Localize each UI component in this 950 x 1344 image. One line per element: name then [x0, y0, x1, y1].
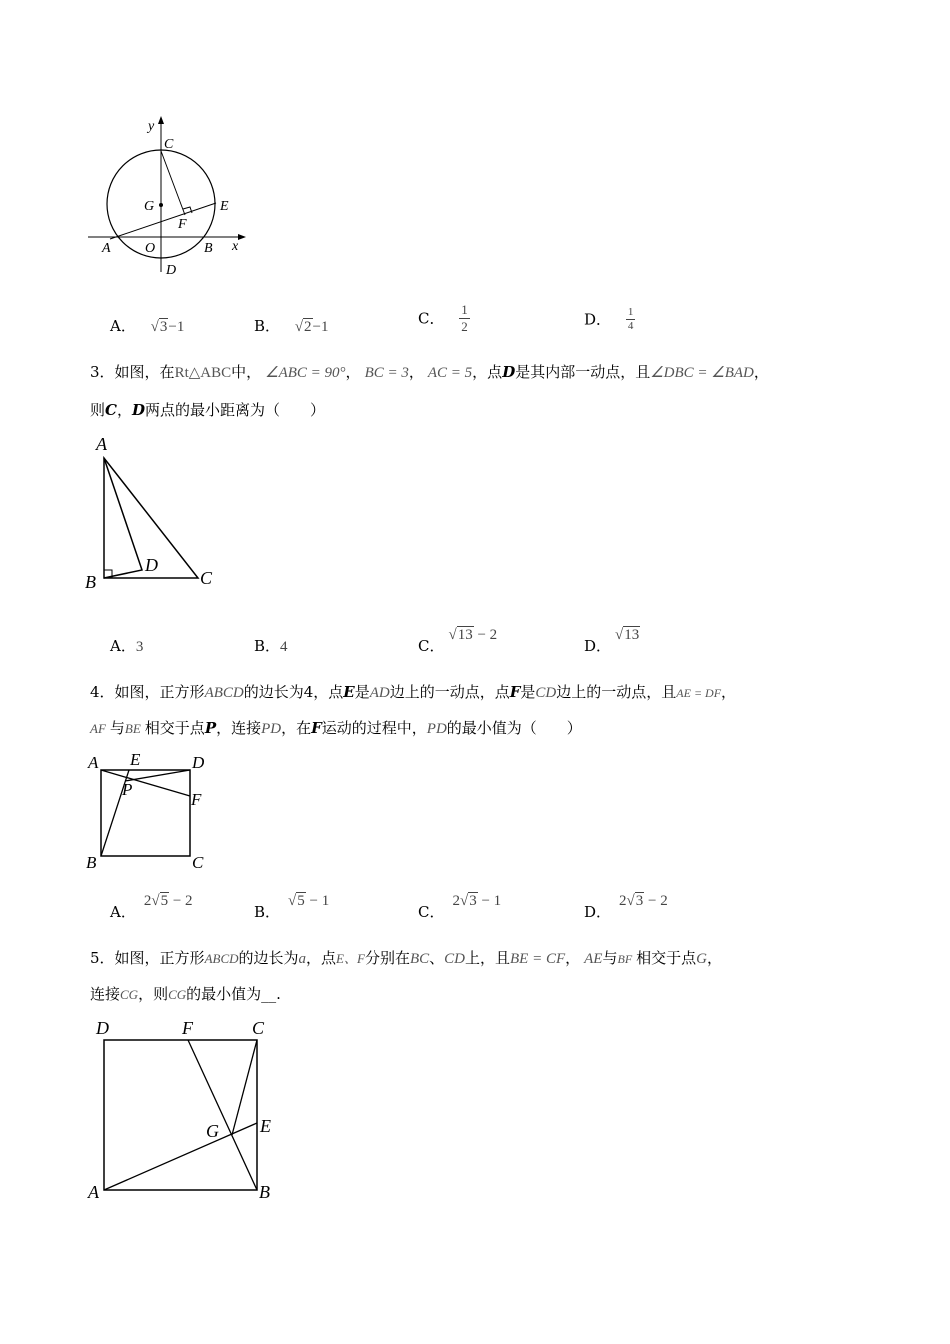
math-abcd: ABCD [204, 685, 244, 701]
x-axis-arrow [238, 234, 246, 240]
label-e: E [260, 1116, 271, 1136]
question-number: 5． [90, 949, 115, 967]
question-number: 4． [90, 683, 115, 701]
square-abcd [104, 1040, 257, 1190]
label-b: B [85, 572, 96, 592]
y-axis-arrow [158, 116, 164, 124]
q2-option-b: B． √2−1 [254, 317, 329, 335]
text: 如图，正方形 [114, 683, 205, 701]
math-rt-triangle: Rt△ABC [174, 365, 232, 381]
text: ，则 [138, 985, 169, 1003]
option-radicand: 2 [304, 319, 312, 335]
text: 两点的最小距离为（ ） [145, 401, 326, 419]
var-f: F [509, 683, 521, 701]
option-letter: A． [110, 317, 136, 335]
q2-option-a: A． √3−1 [110, 317, 185, 335]
math-ac: AC = 5 [427, 365, 473, 381]
math-ad: AD [369, 685, 390, 701]
label-a: A [88, 1182, 99, 1202]
option-value: 4 [280, 639, 288, 655]
var-d: D [502, 363, 516, 381]
text: 运动的过程中， [321, 719, 427, 737]
label-d: D [145, 555, 158, 575]
label-a: A [96, 434, 107, 454]
q3-line1 [90, 362, 769, 383]
label-b: B [86, 853, 97, 872]
text: ，在 [281, 719, 312, 737]
option-letter: A． [110, 637, 136, 655]
math-ae-df: AE = DF [676, 686, 722, 700]
text: ，点 [306, 949, 337, 967]
math-be: BE [124, 721, 141, 736]
option-rest: − 2 [644, 893, 668, 909]
line-pd [125, 770, 190, 781]
q5-figure [82, 1014, 282, 1206]
math-e-f: E、F [336, 951, 365, 966]
q2-figure [80, 112, 260, 282]
label-a: A [102, 241, 111, 256]
option-letter: B． [254, 903, 281, 921]
math-bc: BC = 3 [364, 365, 409, 381]
option-letter: B． [254, 317, 281, 335]
option-radicand: 3 [635, 893, 644, 909]
text: 的最小值为__. [186, 985, 281, 1003]
fraction-denominator: 4 [627, 320, 634, 332]
line-ae [110, 203, 216, 239]
label-e: E [130, 750, 141, 769]
option-radicand: 3 [159, 319, 168, 335]
text: 相交于点 [636, 949, 697, 967]
line-bf [188, 1040, 257, 1190]
var-p: P [204, 719, 217, 737]
text: 中， [231, 363, 262, 381]
math-pd: PD [261, 721, 282, 737]
option-radicand: 5 [160, 893, 169, 909]
label-d: D [166, 263, 177, 278]
math-angle-dbc: ∠DBC = ∠BAD [650, 365, 754, 381]
option-letter: C． [418, 309, 445, 328]
text: 连接 [90, 985, 121, 1003]
text: 分别在 [364, 949, 410, 967]
label-b: B [204, 241, 213, 256]
q5-line1 [90, 948, 722, 969]
label-c: C [164, 137, 174, 152]
q3-option-d: D．√13 [584, 627, 640, 655]
var-d: D [131, 401, 145, 419]
q4-option-b: B．√5 − 1 [254, 893, 330, 921]
text: ， [721, 683, 737, 701]
math-a: a [298, 951, 307, 967]
q3-option-a [110, 636, 143, 657]
q4-line2 [90, 718, 582, 739]
text: 则 [90, 401, 106, 419]
q4-option-d: D．2√3 − 2 [584, 893, 668, 921]
label-c: C [192, 853, 204, 872]
option-rest: − 2 [473, 627, 498, 643]
option-letter: A． [110, 903, 136, 921]
option-value: 3 [135, 639, 144, 655]
q3-line2 [90, 400, 325, 420]
label-d: D [96, 1018, 109, 1038]
math-pd: PD [426, 721, 447, 737]
q3-option-b [254, 636, 288, 657]
option-radicand: 5 [297, 893, 305, 909]
option-radicand: 13 [624, 627, 640, 643]
text: 相交于点 [144, 719, 205, 737]
line-cf [161, 151, 185, 215]
text: 边上的一动点，且 [556, 683, 677, 701]
label-f: F [182, 1018, 193, 1038]
label-x: x [232, 239, 239, 254]
text: 是 [520, 683, 536, 701]
text: 边上的一动点，点 [389, 683, 510, 701]
math-bc: BC [409, 951, 430, 967]
label-o: O [145, 241, 156, 256]
q3-figure [80, 428, 230, 596]
q4-option-a: A．2√5 − 2 [110, 893, 193, 921]
math-cg: CG [168, 987, 187, 1002]
text: 是其内部一动点，且 [515, 363, 651, 381]
math-be-cf: BE = CF [510, 951, 566, 967]
text: 的边长为4，点 [243, 683, 344, 701]
q5-line2 [90, 984, 281, 1005]
math-angle-abc: ∠ABC = 90° [265, 365, 346, 381]
math-cg: CG [120, 987, 139, 1002]
label-d: D [192, 753, 205, 772]
option-coefficient: 2 [143, 893, 152, 909]
line-adb [104, 458, 142, 578]
fraction-numerator: 1 [627, 306, 634, 318]
text: 的最小值为（ ） [446, 719, 582, 737]
option-rest: − 1 [305, 893, 330, 909]
text: ， [707, 949, 723, 967]
var-c: C [105, 401, 117, 419]
line-ae [104, 1123, 257, 1190]
option-letter: D． [584, 310, 612, 329]
math-bf: BF [617, 952, 633, 966]
text: 如图，正方形 [114, 949, 205, 967]
option-coefficient: 2 [452, 893, 460, 909]
text: ， [753, 363, 769, 381]
text: ，点 [472, 363, 503, 381]
text: ， [116, 401, 132, 419]
q3-option-c: C．√13 − 2 [418, 627, 498, 655]
var-e: E [343, 683, 355, 701]
fraction-numerator: 1 [461, 302, 468, 317]
q4-figure [82, 748, 217, 874]
label-y: y [148, 119, 155, 134]
point-g [159, 203, 163, 207]
math-cd: CD [535, 685, 557, 701]
label-c: C [252, 1018, 265, 1038]
q4-line1 [90, 682, 736, 703]
text: ， [345, 363, 361, 381]
label-c: C [200, 568, 213, 588]
label-a: A [88, 753, 99, 772]
option-radicand: 13 [457, 627, 473, 643]
q2-option-c [418, 302, 470, 335]
option-letter: D． [584, 903, 612, 921]
math-cd: CD [444, 951, 465, 967]
label-p: P [122, 780, 133, 799]
text: 如图，在 [114, 363, 175, 381]
line-af [101, 770, 190, 796]
label-g: G [206, 1121, 219, 1141]
math-ae: AE [584, 951, 603, 967]
text: 是 [354, 683, 370, 701]
text: ， [565, 949, 581, 967]
label-g: G [144, 199, 155, 214]
option-letter: B． [254, 637, 281, 655]
q2-option-d [584, 306, 635, 333]
math-af: AF [90, 721, 106, 736]
text: 上，且 [464, 949, 510, 967]
option-letter: C． [418, 637, 445, 655]
option-rest: −1 [168, 319, 185, 335]
q4-option-c: C．2√3 − 1 [418, 893, 502, 921]
text: 的边长为 [238, 949, 299, 967]
option-coefficient: 2 [619, 893, 627, 909]
option-rest: − 2 [169, 893, 193, 909]
label-f: F [191, 790, 202, 809]
option-rest: −1 [312, 319, 329, 335]
option-rest: − 1 [477, 893, 502, 909]
label-e: E [220, 199, 229, 214]
text: 与 [602, 949, 618, 967]
option-letter: C． [418, 903, 445, 921]
option-letter: D． [584, 637, 612, 655]
text: ，连接 [216, 719, 262, 737]
label-f: F [178, 217, 187, 232]
text: 、 [429, 949, 445, 967]
math-abcd: ABCD [204, 951, 239, 966]
label-b: B [259, 1182, 270, 1202]
math-g: G [696, 951, 708, 967]
text: ， [408, 363, 424, 381]
line-cg [232, 1040, 257, 1135]
text: 与 [109, 719, 125, 737]
var-f: F [311, 719, 322, 737]
option-radicand: 3 [469, 893, 477, 909]
question-number: 3． [90, 363, 115, 381]
fraction-denominator: 2 [461, 319, 468, 334]
